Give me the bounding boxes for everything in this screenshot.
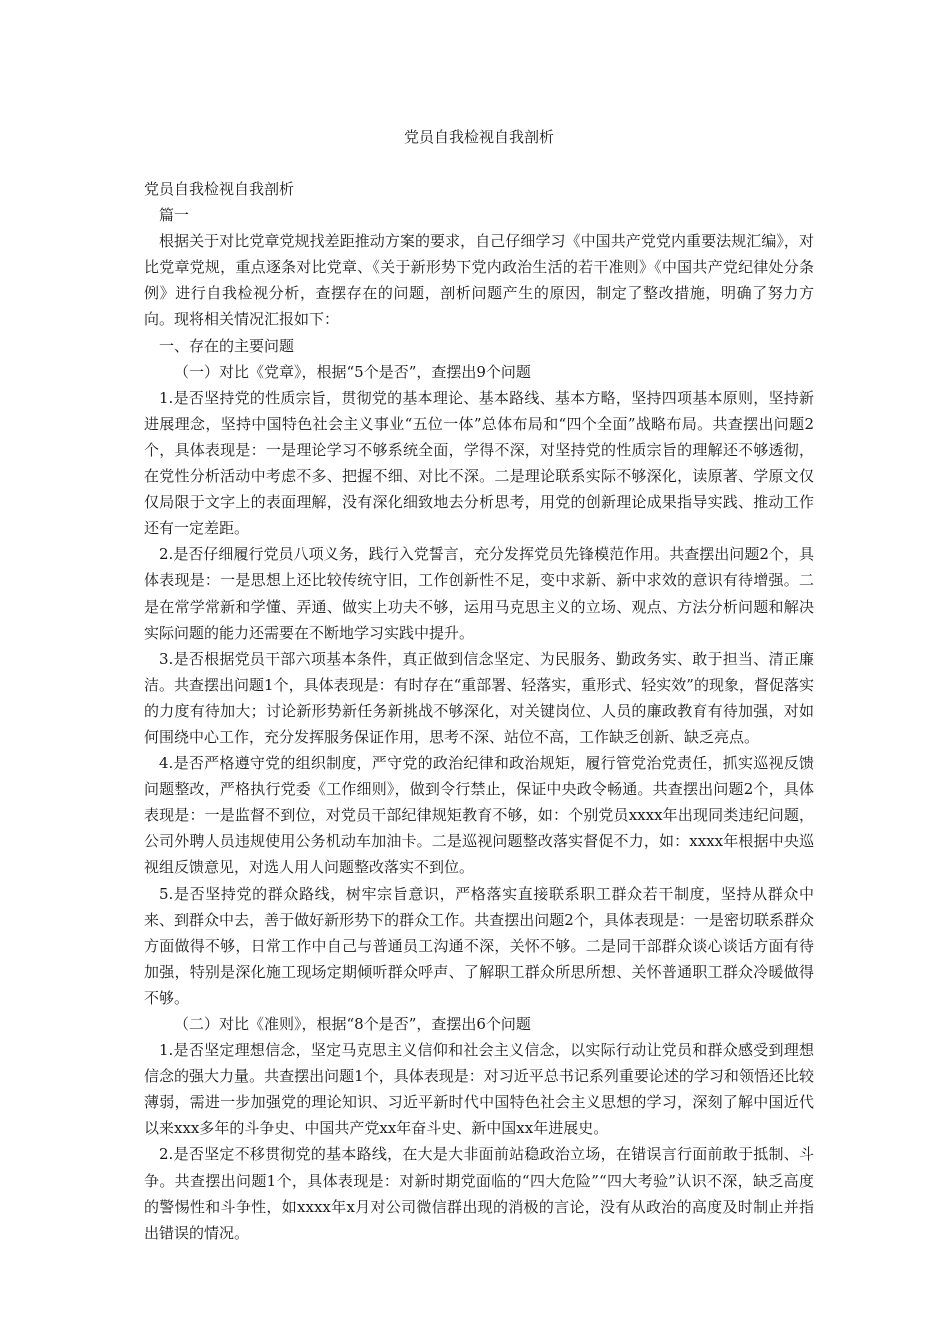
paragraph-item-2: 2.是否仔细履行党员八项义务，践行入党誓言，充分发挥党员先锋模范作用。共查摆出问题2个，具体表现是：一是思想上还比较传统守旧，工作创新性不足，变中求新、新中求效的意识有待增强。二是在常学常新和学懂、弄通、做实上功夫不够，运用马克思主义的立场、观点、方法分析问题和解决实际问题的能力还需要在不断地学习实践中提升。 (144, 545, 814, 642)
document-title: 党员自我检视自我剖析 (403, 128, 554, 146)
document-page (144, 124, 814, 1246)
paragraph-item-3: 3.是否根据党员干部六项基本条件，真正做到信念坚定、为民服务、勤政务实、敢于担当、清正廉洁。共查摆出问题1个，具体表现是：有时存在“重部署、轻落实，重形式、轻实效”的现象，督促落实的力度有待加大；讨论新形势新任务新挑战不够深化，对关键岗位、人员的廉政教育有待加强，对如何围绕中心工作，充分发挥服务保证作用，思考不深、站位不高，工作缺乏创新、缺乏亮点。 (144, 649, 814, 746)
intro-paragraph: 根据关于对比党章党规找差距推动方案的要求，自己仔细学习《中国共产党党内重要法规汇编》，对比党章党规，重点逐条对比党章、《关于新形势下党内政治生活的若干准则》《中国共产党纪律处分条例》进行自我检视分析，查摆存在的问题，剖析问题产生的原因，制定了整改措施，明确了努力方向。现将相关情况汇报如下： (144, 232, 814, 329)
heading-main-problems: 一、存在的主要问题 (159, 336, 295, 355)
subheading-party-constitution: （一）对比《党章》，根据“5个是否”，查摆出9个问题 (174, 362, 531, 381)
paragraph-item-5: 5.是否坚持党的群众路线，树牢宗旨意识，严格落实直接联系职工群众若干制度，坚持从群众中来、到群众中去，善于做好新形势下的群众工作。共查摆出问题2个，具体表现是：一是密切联系群众方面做得不够，日常工作中自己与普通员工沟通不深，关怀不够。二是同干部群众谈心谈话方面有待加强，特别是深化施工现场定期倾听群众呼声、了解职工群众所思所想、关怀普通职工群众冷暖做得不够。 (144, 884, 814, 1007)
paragraph-guideline-2: 2.是否坚定不移贯彻党的基本路线，在大是大非面前站稳政治立场，在错误言行面前敢于抵制、斗争。共查摆出问题1个，具体表现是：对新时期党面临的“四大危险”“四大考验”认识不深，缺乏高度的警惕性和斗争性，如xxxx年x月对公司微信群出现的消极的言论，没有从政治的高度及时制止并指出错误的情况。 (144, 1145, 814, 1242)
paragraph-guideline-1: 1.是否坚定理想信念，坚定马克思主义信仰和社会主义信念，以实际行动让党员和群众感受到理想信念的强大力量。共查摆出问题1个，具体表现是：对习近平总书记系列重要论述的学习和领悟还比较薄弱，需进一步加强党的理论知识、习近平新时代中国特色社会主义思想的学习，深刻了解中国近代以来xxx多年的斗争史、中国共产党xx年奋斗史、新中国xx年进展史。 (144, 1041, 814, 1138)
document-subtitle: 党员自我检视自我剖析 (144, 180, 295, 198)
paragraph-item-1: 1.是否坚持党的性质宗旨，贯彻党的基本理论、基本路线、基本方略，坚持四项基本原则，坚持新进展理念，坚持中国特色社会主义事业“五位一体”总体布局和“四个全面”战略布局。共查摆出问题2个，具体表现是：一是理论学习不够系统全面，学得不深，对坚持党的性质宗旨的理解还不够透彻，在党性分析活动中考虑不多、把握不细、对比不深。二是理论联系实际不够深化，读原著、学原文仅仅局限于文字上的表面理解，没有深化细致地去分析思考，用党的创新理论成果指导实践、推动工作还有一定差距。 (144, 388, 814, 538)
section-label: 篇一 (159, 206, 190, 225)
paragraph-item-4: 4.是否严格遵守党的组织制度，严守党的政治纪律和政治规矩，履行管党治党责任，抓实巡视反馈问题整改，严格执行党委《工作细则》，做到令行禁止，保证中央政令畅通。共查摆出问题2个，具体表现是：一是监督不到位，对党员干部纪律规矩教育不够，如：个别党员xxxx年出现同类违纪问题，公司外聘人员违规使用公务机动车加油卡。二是巡视问题整改落实督促不力，如：xxxx年根据中央巡视组反馈意见，对选人用人问题整改落实不到位。 (144, 754, 814, 877)
subheading-guidelines: （二）对比《准则》，根据“8个是否”，查摆出6个问题 (174, 1015, 531, 1033)
